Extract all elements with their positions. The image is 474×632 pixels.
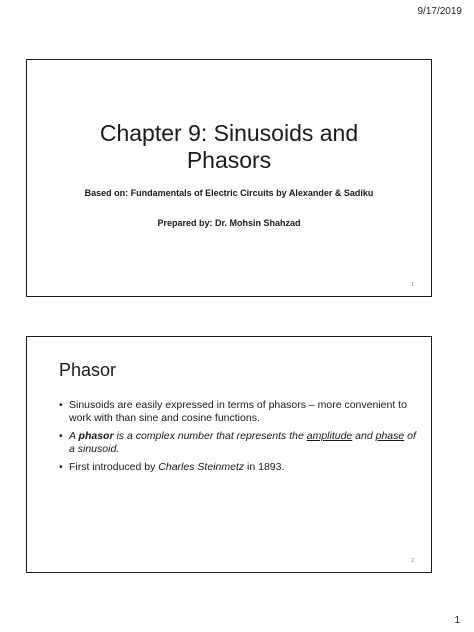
bullet-3-part-1: First introduced by	[69, 461, 159, 473]
title-line-1: Chapter 9: Sinusoids and	[99, 120, 359, 146]
print-date: 9/17/2019	[417, 6, 462, 17]
bullet-icon: •	[59, 430, 63, 442]
bullet-3-part-3: in 1893.	[244, 461, 285, 473]
bullet-item-3	[59, 461, 419, 474]
bullet-2-part-5: and	[352, 430, 376, 442]
bullet-icon: •	[59, 461, 63, 473]
bullet-2-term-phasor: phasor	[78, 430, 114, 442]
bullet-1-text: Sinusoids are easily expressed in terms of phasors – more convenient to work with than sine and cosine functions.	[69, 399, 407, 424]
prepared-by-text: Prepared by: Dr. Mohsin Shahzad	[157, 218, 301, 228]
slide-2-heading: Phasor	[59, 360, 117, 380]
bullet-item-2	[59, 430, 419, 456]
slide-1	[26, 59, 432, 297]
slide-1-number: 1	[411, 282, 414, 288]
slide-1-title	[27, 120, 431, 174]
bullet-item-1	[59, 399, 419, 425]
bullet-2-part-3: is a complex number that represents the	[113, 430, 307, 442]
slide-2-number: 2	[411, 558, 414, 564]
bullet-2-part-1: A	[69, 430, 79, 442]
bullet-list	[59, 399, 419, 479]
bullet-icon: •	[59, 399, 63, 411]
bullet-2-term-phase: phase	[375, 430, 405, 442]
bullet-2-part-7: of a sinusoid.	[69, 430, 416, 455]
page-number: 1	[454, 615, 460, 626]
based-on-text: Based on: Fundamentals of Electric Circuits by Alexander & Sadiku	[84, 188, 374, 198]
title-line-2: Phasors	[186, 147, 272, 173]
slide-2	[26, 336, 432, 573]
bullet-3-name: Charles Steinmetz	[158, 461, 245, 473]
bullet-2-term-amplitude: amplitude	[306, 430, 353, 442]
